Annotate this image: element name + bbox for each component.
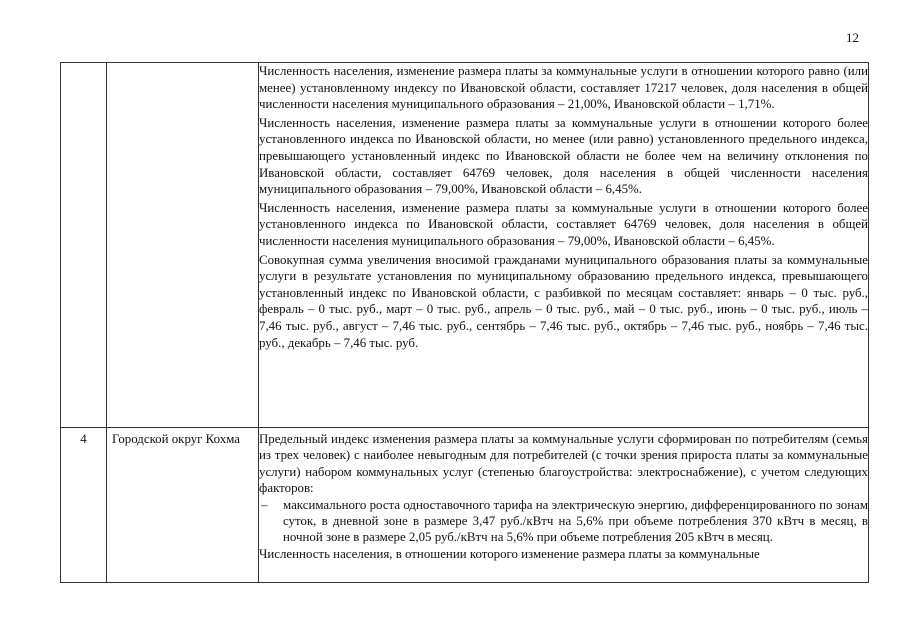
intro-paragraph: Предельный индекс изменения размера платы за коммунальные услуги сформирован по потребителям (семья из трех человек) с наиболее невыгодным для потребителей (с точки зрения прироста платы за коммунальные услуги) набором коммунальных услуг (степенью благоустройства: электроснабжение), с учетом следующих факторов:: [259, 432, 868, 496]
page-number: 12: [846, 30, 859, 45]
description-cell: [259, 63, 869, 428]
dash-marker: –: [261, 497, 268, 512]
factor-list: [259, 497, 868, 546]
paragraph: Численность населения, изменение размера платы за коммунальные услуги в отношении которого более установленного индекса по Ивановской области, составляет 64769 человек, доля населения в общей численности населения муниципального образования – 79,00%, Ивановской области – 6,45%.: [259, 200, 868, 248]
paragraph: Численность населения, изменение размера платы за коммунальные услуги в отношении которого равно (или менее) установленному индексу по Ивановской области, составляет 17217 человек, доля населения в общей численности населения муниципального образования – 21,00%, Ивановской области – 1,71%.: [259, 64, 868, 112]
row-number-cell: [61, 63, 107, 428]
document-table: [60, 62, 869, 583]
municipality-cell: [107, 63, 259, 428]
paragraph: Численность населения, изменение размера платы за коммунальные услуги в отношении которого более установленного индекса по Ивановской области, но менее (или равно) установленного предельного индекса, превышающего установленный индекс по Ивановской области не более чем на величину отклонения по Ивановской области, составляет 64769 человек, доля населения в общей численности населения муниципального образования – 79,00%, Ивановской области – 6,45%.: [259, 115, 868, 197]
list-item-text: максимального роста одноставочного тарифа на электрическую энергию, дифференцированного по зонам суток, в дневной зоне в размере 3,47 руб./кВтч на 5,6% при объеме потребления 370 кВтч в месяц, в ночной зоне в размере 2,05 руб./кВтч на 5,6% при объеме потребления 205 кВтч в месяц.: [283, 497, 868, 545]
row-number-cell: 4: [61, 428, 107, 583]
list-item: [259, 497, 868, 546]
description-cell: [259, 428, 869, 583]
outro-paragraph: Численность населения, в отношении которого изменение размера платы за коммунальные: [259, 546, 760, 561]
municipality-cell: Городской округ Кохма: [107, 428, 259, 583]
table-row: [61, 63, 869, 428]
table-row: [61, 428, 869, 583]
paragraph: Совокупная сумма увеличения вносимой гражданами муниципального образования платы за коммунальные услуги в результате установления по муниципальному образованию предельного индекса, превышающего установленный индекс по Ивановской области, с разбивкой по месяцам составляет: январь – 0 тыс. руб., февраль – 0 тыс. руб., март – 0 тыс. руб., апрель – 0 тыс. руб., май – 0 тыс. руб., июнь – 0 тыс. руб., июль – 7,46 тыс. руб., август – 7,46 тыс. руб., сентябрь – 7,46 тыс. руб., октябрь – 7,46 тыс. руб., ноябрь – 7,46 тыс. руб., декабрь – 7,46 тыс. руб.: [259, 252, 868, 350]
